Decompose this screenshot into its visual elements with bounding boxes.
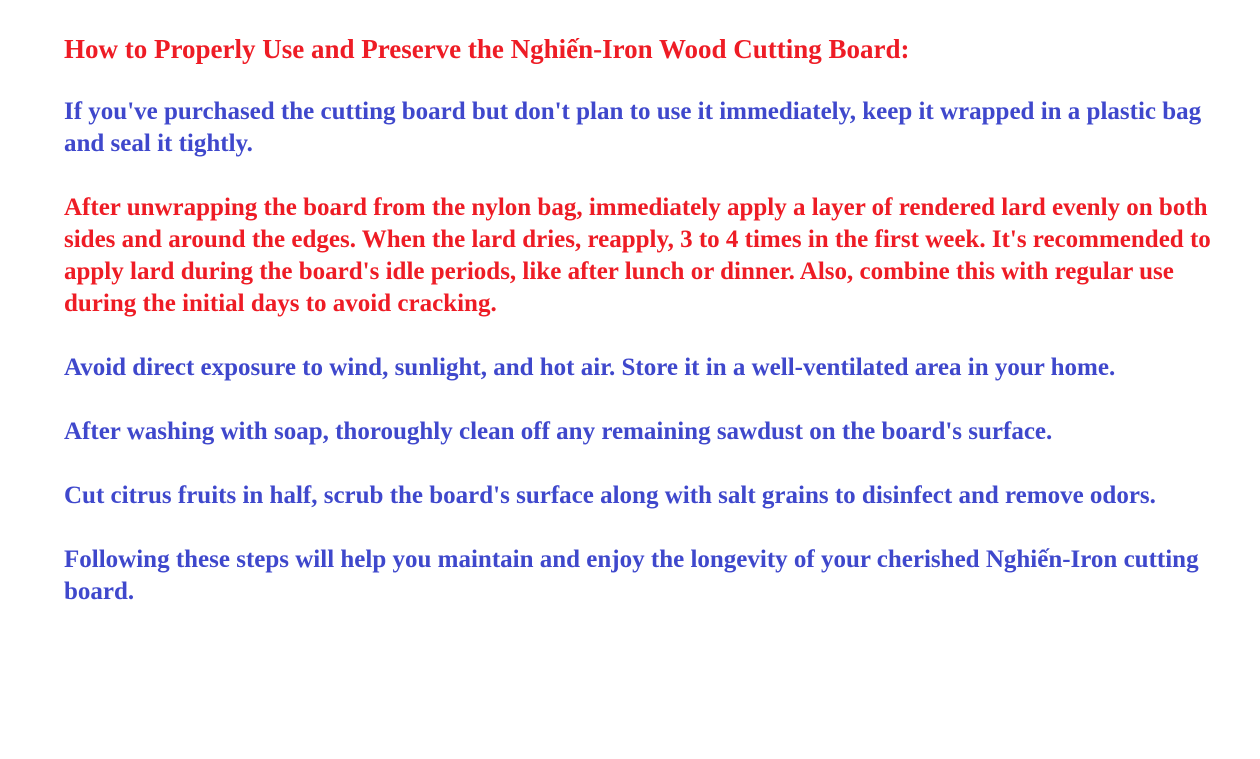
paragraph-lard-seasoning: After unwrapping the board from the nylon bag, immediately apply a layer of rendered lard evenly on both sides and around the edges. When the lard dries, reapply, 3 to 4 times in the first week. It's recommended to apply lard during the board's idle periods, like after lunch or dinner. Also, combine this with regular use during the initial days to avoid cracking.: [64, 194, 1211, 317]
paragraph-storage-before-use: If you've purchased the cutting board but don't plan to use it immediately, keep it wrapped in a plastic bag and seal it tightly.: [64, 98, 1202, 157]
paragraph-washing: After washing with soap, thoroughly clean off any remaining sawdust on the board's surface.: [64, 418, 1053, 445]
paragraph-citrus-disinfect: Cut citrus fruits in half, scrub the board's surface along with salt grains to disinfect and remove odors.: [64, 482, 1156, 509]
paragraph-avoid-exposure: Avoid direct exposure to wind, sunlight, and hot air. Store it in a well-ventilated area in your home.: [64, 354, 1116, 381]
document-title: How to Properly Use and Preserve the Nghiến-Iron Wood Cutting Board:: [64, 34, 910, 64]
document-body: [64, 32, 1224, 640]
paragraph-conclusion: Following these steps will help you maintain and enjoy the longevity of your cherished Nghiến-Iron cutting board.: [64, 546, 1199, 605]
